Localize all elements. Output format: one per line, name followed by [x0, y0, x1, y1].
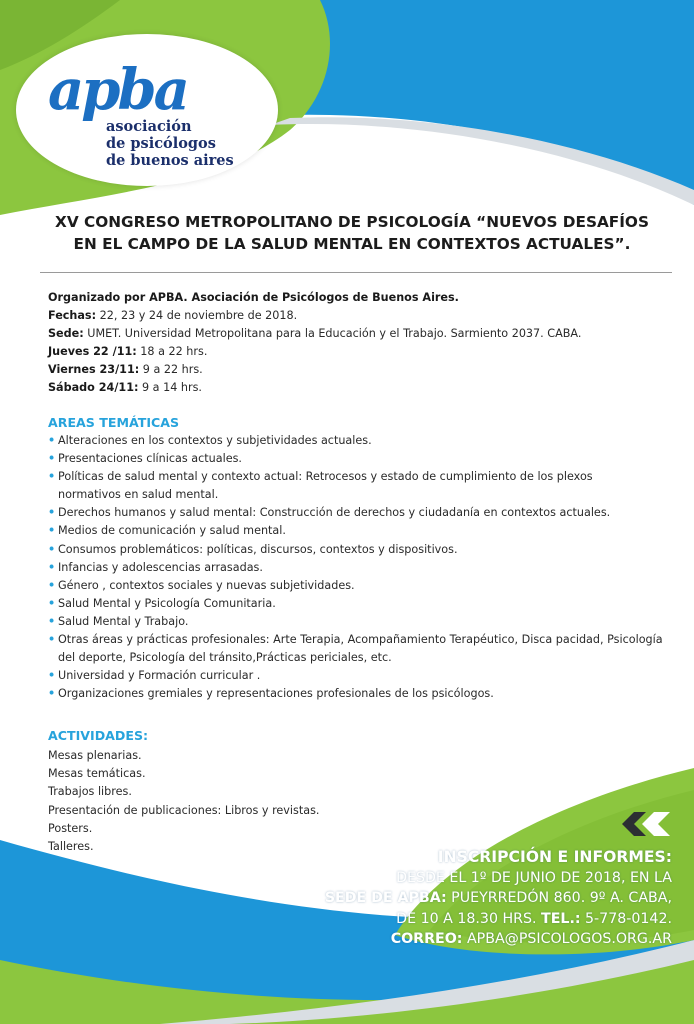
- list-item: Trabajos libres.: [48, 785, 132, 799]
- logo-wordmark: apba: [48, 57, 187, 123]
- list-item: • Alteraciones en los contextos y subjetividades actuales.: [48, 432, 688, 450]
- list-item: • Medios de comunicación y salud mental.: [48, 522, 688, 540]
- venue-line: Sede: UMET. Universidad Metropolitana para la Educación y el Trabajo. Sarmiento 2037. CABA.: [48, 327, 582, 340]
- inscription-hours: DE 10 A 18.30 HRS. TEL.: 5-778-0142.: [396, 910, 672, 927]
- inscription-info: [325, 847, 672, 950]
- list-item: • Consumos problemáticos: políticas, discursos, contextos y dispositivos.: [48, 541, 688, 559]
- inscription-heading: INSCRIPCIÓN E INFORMES:: [437, 848, 672, 866]
- inscription-sede: SEDE DE APBA: PUEYRREDÓN 860. 9º A. CABA,: [324, 890, 672, 907]
- logo-subtitle: [106, 118, 234, 169]
- areas-heading: AREAS TEMÁTICAS: [48, 415, 180, 430]
- event-info: [48, 289, 581, 397]
- list-item: Talleres.: [48, 840, 94, 854]
- list-item: • Organizaciones gremiales y representaciones profesionales de los psicólogos.: [48, 685, 688, 703]
- activities-list: [48, 747, 320, 856]
- divider: [40, 272, 672, 273]
- day2-line: Viernes 23/11: 9 a 22 hrs.: [48, 363, 203, 376]
- list-item: • Infancias y adolescencias arrasadas.: [48, 559, 688, 577]
- logo-line-1: asociación: [106, 118, 192, 135]
- dates-line: Fechas: 22, 23 y 24 de noviembre de 2018.: [48, 309, 298, 322]
- congress-title: [28, 211, 676, 255]
- day1-line: Jueves 22 /11: 18 a 22 hrs.: [48, 345, 208, 358]
- areas-list: [48, 432, 688, 703]
- list-item: Mesas plenarias.: [48, 749, 142, 762]
- title-line-1: XV CONGRESO METROPOLITANO DE PSICOLOGÍA “NUEVOS DESAFÍOS: [55, 213, 649, 231]
- list-item: Posters.: [48, 821, 93, 835]
- list-item: • Género , contextos sociales y nuevas subjetividades.: [48, 577, 688, 595]
- list-item: • Derechos humanos y salud mental: Construcción de derechos y ciudadanía en contextos actuales.: [48, 504, 688, 522]
- list-item: • Presentaciones clínicas actuales.: [48, 450, 688, 468]
- title-line-2: EN EL CAMPO DE LA SALUD MENTAL EN CONTEXTOS ACTUALES”.: [73, 235, 631, 253]
- list-item: Mesas temáticas.: [48, 767, 146, 781]
- double-chevron-left-icon: [620, 812, 672, 836]
- day3-line: Sábado 24/11: 9 a 14 hrs.: [48, 381, 202, 394]
- list-item: • Universidad y Formación curricular .: [48, 667, 688, 685]
- organizer-line: Organizado por APBA. Asociación de Psicólogos de Buenos Aires.: [48, 291, 459, 304]
- logo-line-2: de psicólogos: [106, 135, 216, 152]
- list-item: • Políticas de salud mental y contexto actual: Retrocesos y estado de cumplimiento de los plexos normativos en salud mental.: [48, 468, 648, 504]
- inscription-line-1: DESDE EL 1º DE JUNIO DE 2018, EN LA: [396, 869, 672, 886]
- activities-heading: ACTIVIDADES:: [48, 728, 149, 743]
- logo-line-3: de buenos aires: [106, 152, 234, 169]
- list-item: • Salud Mental y Trabajo.: [48, 613, 688, 631]
- list-item: • Otras áreas y prácticas profesionales: Arte Terapia, Acompañamiento Terapéutico, Disca pacidad, Psicología del deporte, Psicología del tránsito,Prácticas periciales, etc.: [48, 631, 663, 667]
- list-item: Presentación de publicaciones: Libros y revistas.: [48, 803, 320, 817]
- list-item: • Salud Mental y Psicología Comunitaria.: [48, 595, 688, 613]
- inscription-email: CORREO: APBA@PSICOLOGOS.ORG.AR: [390, 931, 672, 948]
